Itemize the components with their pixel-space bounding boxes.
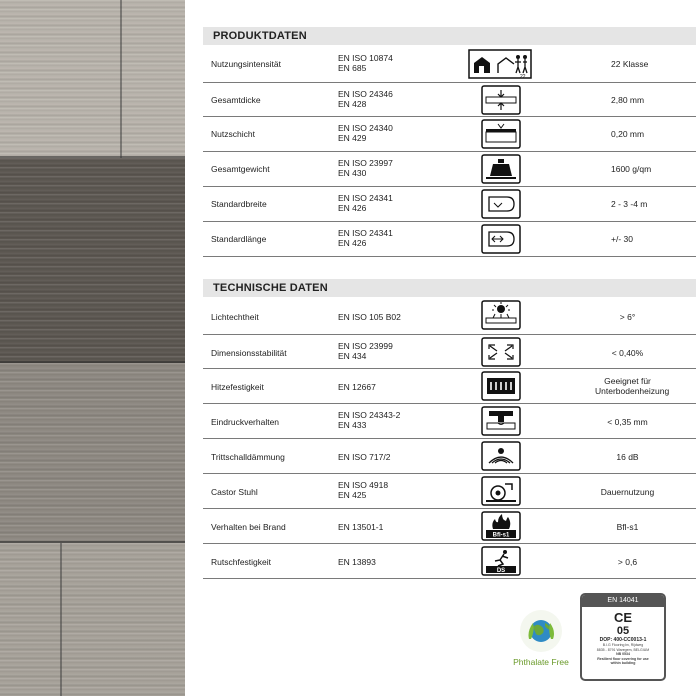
weight-icon xyxy=(481,154,521,184)
row-label: Dimensionsstabilität xyxy=(211,348,287,358)
section-title: PRODUKTDATEN xyxy=(203,27,696,45)
impact-sound-icon xyxy=(481,441,521,471)
norm-primary: EN ISO 4918 xyxy=(338,480,389,490)
row-label: Standardlänge xyxy=(211,234,267,244)
ce-mark: CE xyxy=(613,610,633,625)
norm-secondary: EN 434 xyxy=(338,351,367,361)
row-label: Nutzungsintensität xyxy=(211,59,281,69)
row-label: Gesamtdicke xyxy=(211,95,261,105)
wood-plank xyxy=(0,158,185,363)
row-label: Standardbreite xyxy=(211,199,267,209)
table-row xyxy=(203,369,696,404)
table-row xyxy=(203,544,696,579)
norm-primary: EN ISO 10874 xyxy=(338,53,393,63)
row-value: < 0,40% xyxy=(611,348,644,358)
norm-secondary: EN 685 xyxy=(338,63,367,73)
row-value: 1600 g/qm xyxy=(611,164,652,174)
ce-dop: DOP: 400-CC0013-1 xyxy=(599,637,647,643)
norm-primary: EN ISO 24346 xyxy=(338,89,393,99)
row-value: > 0,6 xyxy=(617,557,638,567)
dimensional-stability-icon xyxy=(481,337,521,367)
norm-secondary: EN 425 xyxy=(338,490,367,500)
table-row xyxy=(203,439,696,474)
svg-text:22: 22 xyxy=(520,74,526,79)
norm-primary: EN ISO 105 B02 xyxy=(338,312,401,322)
row-value: 2,80 mm xyxy=(611,95,645,105)
ce-product-desc: Resilient floor covering for use xyxy=(597,656,649,661)
norm-primary: EN ISO 24340 xyxy=(338,123,393,133)
total-thickness-icon xyxy=(481,85,521,115)
row-value: 0,20 mm xyxy=(611,129,645,139)
table-row xyxy=(203,83,696,117)
table-row xyxy=(203,509,696,544)
row-value: > 6° xyxy=(619,312,636,322)
technische-daten-section xyxy=(203,279,696,579)
norm-primary: EN ISO 23997 xyxy=(338,158,393,168)
table-row xyxy=(203,117,696,152)
table-row xyxy=(203,298,696,335)
table-row xyxy=(203,335,696,369)
norm-primary: EN ISO 717/2 xyxy=(338,452,391,462)
ce-notified-body: NB 0534 xyxy=(616,652,630,656)
norm-secondary: EN 430 xyxy=(338,168,367,178)
ce-certification-label xyxy=(580,593,666,681)
norm-primary: EN ISO 24341 xyxy=(338,193,393,203)
table-row xyxy=(203,46,696,83)
indentation-icon xyxy=(481,406,521,436)
row-value: < 0,35 mm xyxy=(607,417,648,427)
phthalate-free-logo xyxy=(510,610,572,670)
ce-address: 8835 - 8791 Waregem, BELGIUM xyxy=(596,647,650,652)
norm-primary: EN 13893 xyxy=(338,557,376,567)
norm-primary: EN ISO 24343-2 xyxy=(338,410,401,420)
row-label: Rutschfestigkeit xyxy=(211,557,271,567)
table-row xyxy=(203,152,696,187)
phthalate-free-text: Phthalate Free xyxy=(513,657,569,667)
roll-width-icon xyxy=(481,189,521,219)
ce-product-desc-2: within building xyxy=(610,661,636,665)
norm-secondary: EN 428 xyxy=(338,99,367,109)
norm-secondary: EN 429 xyxy=(338,133,367,143)
row-label: Nutzschicht xyxy=(211,129,255,139)
svg-text:Bfl-s1: Bfl-s1 xyxy=(492,532,510,539)
ce-year: 05 xyxy=(616,625,630,637)
norm-primary: EN ISO 23999 xyxy=(338,341,393,351)
row-value: 2 - 3 -4 m xyxy=(611,199,648,209)
norm-primary: EN 12667 xyxy=(338,382,376,392)
produktdaten-section xyxy=(203,27,696,257)
underfloor-heating-icon xyxy=(481,371,521,401)
row-value: 22 Klasse xyxy=(611,59,649,69)
row-value: Bfl-s1 xyxy=(616,522,639,532)
table-row xyxy=(203,187,696,222)
ce-manufacturer: B.I.G Flooring bv, Rijdweg xyxy=(602,643,644,647)
wood-plank xyxy=(0,363,185,543)
wood-plank xyxy=(0,543,185,696)
table-row xyxy=(203,404,696,439)
norm-primary: EN ISO 24341 xyxy=(338,228,393,238)
row-value: +/- 30 xyxy=(611,234,633,244)
section-title: TECHNISCHE DATEN xyxy=(203,279,696,297)
svg-text:DS: DS xyxy=(496,568,506,574)
row-value-continued: Unterbodenheizung xyxy=(595,386,670,396)
row-label: Verhalten bei Brand xyxy=(211,522,286,532)
row-label: Eindruckverhalten xyxy=(211,417,280,427)
row-value: Geeignet für xyxy=(604,376,651,386)
row-label: Gesamtgewicht xyxy=(211,164,270,174)
table-row xyxy=(203,222,696,257)
slip-resistance-icon xyxy=(481,546,521,576)
norm-primary: EN 13501-1 xyxy=(338,522,384,532)
usage-class-icon xyxy=(468,49,532,79)
globe-leaf-icon xyxy=(523,613,559,649)
fire-behaviour-icon xyxy=(481,511,521,541)
castor-chair-icon xyxy=(481,476,521,506)
wood-texture-image xyxy=(0,0,185,696)
table-row xyxy=(203,474,696,509)
light-fastness-icon xyxy=(481,300,521,330)
row-label: Trittschalldämmung xyxy=(211,452,285,462)
row-label: Lichtechtheit xyxy=(211,312,259,322)
row-value: Dauernutzung xyxy=(600,487,655,497)
row-label: Hitzefestigkeit xyxy=(211,382,264,392)
ce-standard: EN 14041 xyxy=(582,595,664,607)
norm-secondary: EN 426 xyxy=(338,238,367,248)
wear-layer-icon xyxy=(481,119,521,149)
wood-plank xyxy=(0,0,185,158)
norm-secondary: EN 433 xyxy=(338,420,367,430)
row-value: 16 dB xyxy=(616,452,639,462)
norm-secondary: EN 426 xyxy=(338,203,367,213)
row-label: Castor Stuhl xyxy=(211,487,258,497)
roll-length-icon xyxy=(481,224,521,254)
